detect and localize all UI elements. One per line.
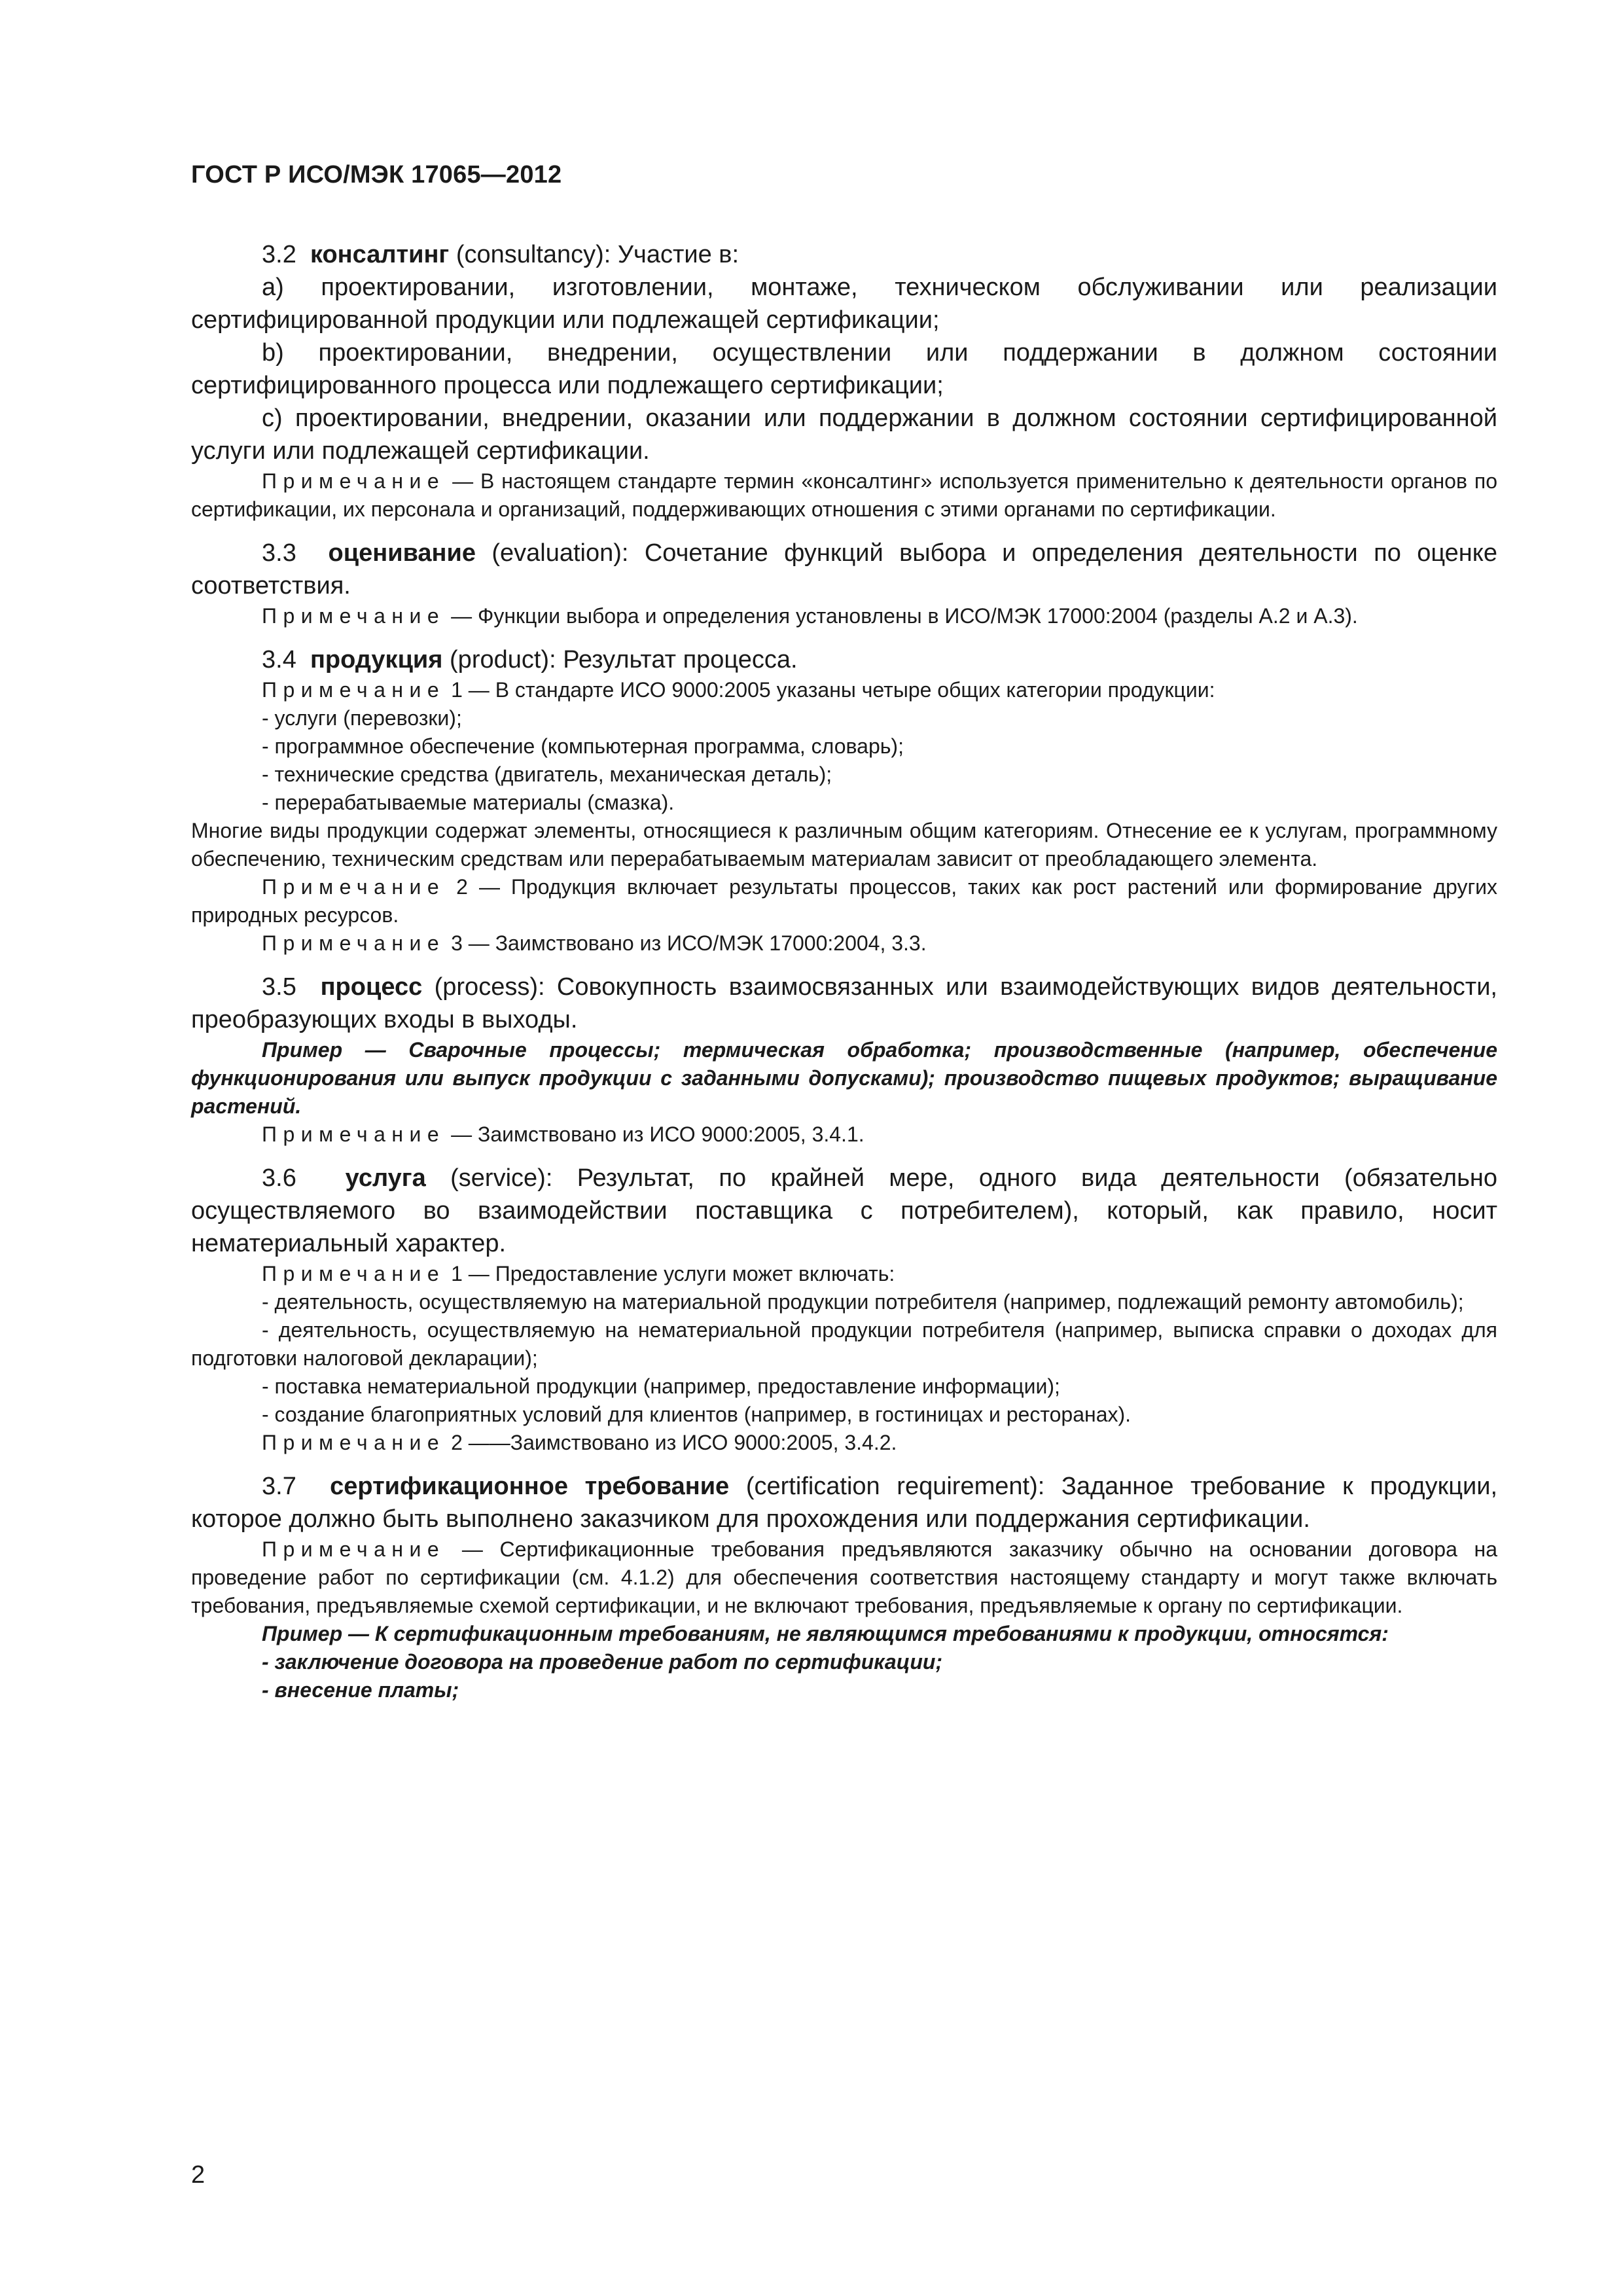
- list-item-c: c) проектировании, внедрении, оказании или поддержании в должном состоянии сертифицированной услуги или подлежащей сертификации.: [191, 404, 1497, 465]
- example-list-item: - заключение договора на проведение работ по сертификации;: [262, 1650, 943, 1674]
- note-text: — Функции выбора и определения установлены в ИСО/МЭК 17000:2004 (разделы А.2 и А.3).: [451, 604, 1358, 628]
- clause-number: 3.4: [262, 646, 296, 673]
- list-item: - программное обеспечение (компьютерная программа, словарь);: [262, 734, 904, 758]
- note: [191, 1535, 1497, 1620]
- clause-number: 3.7: [262, 1473, 296, 1500]
- note: [191, 602, 1497, 630]
- note-text: — В настоящем стандарте термин «консалтинг» используется применительно к деятельности органов по сертификации, их персонала и организаций, поддерживающих отношения с этими органами по сертификации.: [191, 469, 1498, 521]
- list-item: - технические средства (двигатель, механическая деталь);: [262, 762, 832, 786]
- note-label: Примечание: [262, 469, 446, 493]
- term-name: сертификационное требование: [330, 1473, 730, 1500]
- note-label: Примечание: [262, 1122, 446, 1146]
- note: [191, 1121, 1497, 1149]
- note: [191, 929, 1497, 958]
- term-3-5: [191, 971, 1497, 1036]
- note-text: — Заимствовано из ИСО 9000:2005, 3.4.1.: [451, 1122, 865, 1146]
- list-item-b: b) проектировании, внедрении, осуществлении или поддержании в должном состоянии сертифицированного процесса или подлежащего сертификации;: [191, 339, 1497, 399]
- document-header: ГОСТ Р ИСО/МЭК 17065—2012: [191, 161, 562, 188]
- document-body: [191, 238, 1497, 1704]
- term-3-6: [191, 1162, 1497, 1260]
- list-item: - деятельность, осуществляемую на нематериальной продукции потребителя (например, выписка справки о доходах для подготовки налоговой декларации);: [191, 1318, 1497, 1370]
- note-label: Примечание: [262, 1537, 446, 1561]
- list-item: - деятельность, осуществляемую на материальной продукции потребителя (например, подлежащий ремонту автомобиль);: [262, 1290, 1464, 1314]
- clause-number: 3.6: [262, 1164, 296, 1192]
- note-text: 2 ——Заимствовано из ИСО 9000:2005, 3.4.2.: [445, 1431, 897, 1454]
- note-label: Примечание: [262, 678, 446, 702]
- term-3-2: [191, 238, 1497, 271]
- term-definition: (consultancy): Участие в:: [449, 241, 740, 268]
- clause-number: 3.2: [262, 241, 296, 268]
- list-item: - поставка нематериальной продукции (например, предоставление информации);: [262, 1374, 1060, 1398]
- clause-number: 3.3: [262, 539, 296, 567]
- note-text: 2 — Продукция включает результаты процессов, таких как рост растений или формирование других природных ресурсов.: [191, 875, 1497, 927]
- term-3-7: [191, 1470, 1497, 1535]
- note: [191, 873, 1497, 929]
- term-3-4: [191, 643, 1497, 676]
- note-label: Примечание: [262, 1262, 446, 1285]
- note-label: Примечание: [262, 931, 446, 955]
- note: [191, 467, 1497, 524]
- term-3-3: [191, 537, 1497, 602]
- note-text: — Сертификационные требования предъявляются заказчику обычно на основании договора на проведение работ по сертификации (см. 4.1.2) для обеспечения соответствия настоящему стандарту и могут также включать требования, предъявляемые схемой сертификации, и не включают требования, предъявляемые к органу по сертификации.: [191, 1537, 1498, 1617]
- example: Пример — К сертификационным требованиям, не являющимся требованиями к продукции, относятся:: [262, 1622, 1389, 1645]
- list-item-a: a) проектировании, изготовлении, монтаже, техническом обслуживании или реализации сертифицированной продукции или подлежащей сертификации;: [191, 274, 1497, 334]
- note: [191, 676, 1497, 704]
- term-definition: (evaluation): Сочетание функций выбора и определения деятельности по оценке соответствия.: [191, 539, 1497, 600]
- note-text: 3 — Заимствовано из ИСО/МЭК 17000:2004, 3.3.: [445, 931, 927, 955]
- clause-number: 3.5: [262, 973, 296, 1001]
- note-label: Примечание: [262, 1431, 446, 1454]
- example-list-item: - внесение платы;: [262, 1678, 459, 1702]
- term-definition: (process): Совокупность взаимосвязанных или взаимодействующих видов деятельности, преобразующих входы в выходы.: [191, 973, 1497, 1033]
- note-label: Примечание: [262, 875, 446, 899]
- note: [191, 1429, 1497, 1457]
- term-name: услуга: [345, 1164, 426, 1192]
- term-name: консалтинг: [310, 241, 450, 268]
- note-text: 1 — В стандарте ИСО 9000:2005 указаны четыре общих категории продукции:: [445, 678, 1215, 702]
- term-name: продукция: [310, 646, 443, 673]
- term-definition: (product): Результат процесса.: [442, 646, 798, 673]
- list-item: - перерабатываемые материалы (смазка).: [262, 791, 675, 814]
- note-text: 1 — Предоставление услуги может включать:: [445, 1262, 895, 1285]
- list-item: - создание благоприятных условий для клиентов (например, в гостиницах и ресторанах).: [262, 1403, 1132, 1426]
- note: [191, 1260, 1497, 1288]
- note-label: Примечание: [262, 604, 446, 628]
- example: Пример — Сварочные процессы; термическая обработка; производственные (например, обеспечение функционирования или выпуск продукции с заданными допусками); производство пищевых продуктов; выращивание растений.: [191, 1038, 1497, 1118]
- term-name: оценивание: [328, 539, 476, 567]
- term-name: процесс: [320, 973, 423, 1001]
- note-continuation: Многие виды продукции содержат элементы, относящиеся к различным общим категориям. Отнесение ее к услугам, программному обеспечению, техническим средствам или перерабатываемым материалам зависит от преобладающего элемента.: [191, 819, 1497, 870]
- list-item: - услуги (перевозки);: [262, 706, 462, 730]
- page-number: 2: [191, 2161, 205, 2189]
- term-definition: (service): Результат, по крайней мере, одного вида деятельности (обязательно осуществляемого во взаимодействии поставщика с потребителем), который, как правило, носит нематериальный характер.: [191, 1164, 1497, 1257]
- term-definition: (certification requirement): Заданное требование к продукции, которое должно быть выполнено заказчиком для прохождения или поддержания сертификации.: [191, 1473, 1498, 1533]
